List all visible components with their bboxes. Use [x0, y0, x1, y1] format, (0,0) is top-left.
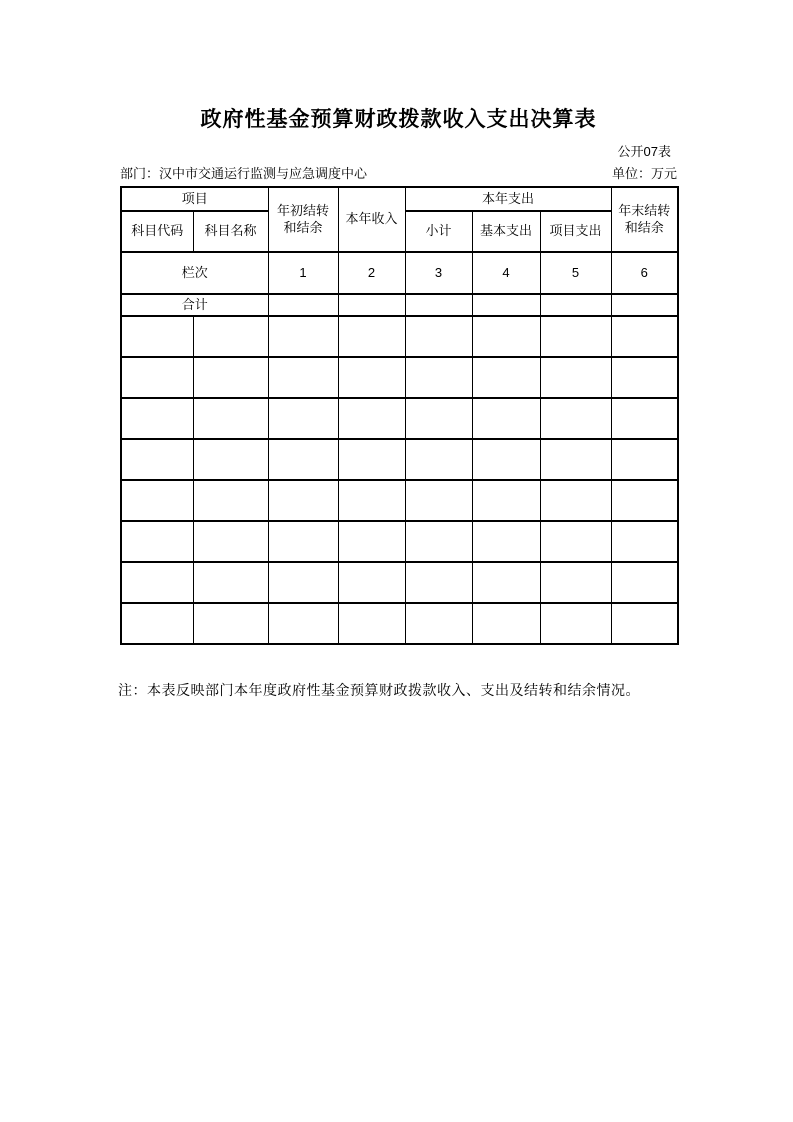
- empty-cell: [405, 316, 472, 357]
- empty-cell: [338, 398, 405, 439]
- empty-cell: [338, 603, 405, 644]
- total-value-cell: [472, 294, 540, 316]
- table-row: [121, 562, 678, 603]
- page-title: 政府性基金预算财政拨款收入支出决算表: [200, 108, 597, 131]
- header-beginning-balance: 年初结转和结余: [268, 187, 338, 252]
- empty-cell: [472, 480, 540, 521]
- column-index-value: 4: [472, 252, 540, 294]
- empty-cell: [121, 521, 193, 562]
- total-row: [121, 294, 678, 316]
- column-index-value: 3: [405, 252, 472, 294]
- empty-cell: [405, 357, 472, 398]
- empty-cell: [268, 521, 338, 562]
- empty-cell: [121, 398, 193, 439]
- empty-cell: [268, 603, 338, 644]
- column-index-label: 栏次: [121, 252, 268, 294]
- total-label: 合计: [121, 294, 268, 316]
- total-value-cell: [338, 294, 405, 316]
- empty-cell: [338, 439, 405, 480]
- empty-cell: [193, 480, 268, 521]
- table-row: [121, 603, 678, 644]
- empty-cell: [472, 562, 540, 603]
- column-index-value: 2: [338, 252, 405, 294]
- empty-cell: [193, 439, 268, 480]
- empty-cell: [611, 357, 678, 398]
- column-index-value: 1: [268, 252, 338, 294]
- empty-cell: [338, 562, 405, 603]
- empty-cell: [193, 316, 268, 357]
- header-subject-code: 科目代码: [121, 211, 193, 252]
- empty-cell: [268, 562, 338, 603]
- empty-cell: [405, 521, 472, 562]
- header-item: 项目: [121, 187, 268, 211]
- empty-cell: [472, 398, 540, 439]
- header-current-year-expenditure: 本年支出: [405, 187, 611, 211]
- column-index-value: 5: [540, 252, 611, 294]
- budget-table-body: [121, 294, 678, 644]
- empty-cell: [472, 316, 540, 357]
- empty-cell: [540, 603, 611, 644]
- empty-cell: [540, 398, 611, 439]
- empty-cell: [611, 398, 678, 439]
- empty-cell: [193, 521, 268, 562]
- header-subject-name: 科目名称: [193, 211, 268, 252]
- header-subtotal: 小计: [405, 211, 472, 252]
- empty-cell: [268, 357, 338, 398]
- empty-cell: [611, 316, 678, 357]
- total-value-cell: [268, 294, 338, 316]
- empty-cell: [121, 439, 193, 480]
- empty-cell: [193, 357, 268, 398]
- empty-cell: [611, 439, 678, 480]
- empty-cell: [472, 603, 540, 644]
- header-basic-expenditure: 基本支出: [472, 211, 540, 252]
- unit-label: 单位：万元: [611, 166, 677, 181]
- empty-cell: [121, 603, 193, 644]
- empty-cell: [121, 562, 193, 603]
- empty-cell: [405, 562, 472, 603]
- empty-cell: [338, 357, 405, 398]
- table-row: [121, 480, 678, 521]
- empty-cell: [405, 398, 472, 439]
- empty-cell: [268, 398, 338, 439]
- table-row: [121, 398, 678, 439]
- empty-cell: [193, 562, 268, 603]
- empty-cell: [405, 439, 472, 480]
- empty-cell: [338, 521, 405, 562]
- empty-cell: [611, 521, 678, 562]
- empty-cell: [540, 480, 611, 521]
- empty-cell: [405, 603, 472, 644]
- empty-cell: [121, 357, 193, 398]
- empty-cell: [540, 357, 611, 398]
- note-text: 注：本表反映部门本年度政府性基金预算财政拨款收入、支出及结转和结余情况。: [118, 682, 640, 698]
- form-code-label: 公开07表: [617, 144, 671, 159]
- header-project-expenditure: 项目支出: [540, 211, 611, 252]
- budget-table: [120, 186, 679, 645]
- table-row: [121, 521, 678, 562]
- empty-cell: [540, 562, 611, 603]
- header-row-1: [121, 187, 678, 211]
- table-row: [121, 439, 678, 480]
- empty-cell: [193, 398, 268, 439]
- header-current-year-income: 本年收入: [338, 187, 405, 252]
- empty-cell: [268, 316, 338, 357]
- total-value-cell: [611, 294, 678, 316]
- empty-cell: [121, 480, 193, 521]
- empty-cell: [472, 439, 540, 480]
- empty-cell: [405, 480, 472, 521]
- empty-cell: [540, 316, 611, 357]
- header-yearend-balance: 年末结转和结余: [611, 187, 678, 252]
- empty-cell: [540, 521, 611, 562]
- empty-cell: [611, 480, 678, 521]
- empty-cell: [611, 562, 678, 603]
- empty-cell: [268, 480, 338, 521]
- empty-cell: [193, 603, 268, 644]
- empty-cell: [121, 316, 193, 357]
- department-label: 部门：汉中市交通运行监测与应急调度中心: [120, 166, 368, 181]
- table-row: [121, 357, 678, 398]
- empty-cell: [540, 439, 611, 480]
- empty-cell: [338, 480, 405, 521]
- empty-cell: [472, 357, 540, 398]
- empty-cell: [268, 439, 338, 480]
- table-row: [121, 316, 678, 357]
- empty-cell: [338, 316, 405, 357]
- empty-cell: [472, 521, 540, 562]
- column-index-value: 6: [611, 252, 678, 294]
- total-value-cell: [540, 294, 611, 316]
- empty-cell: [611, 603, 678, 644]
- meta-row: [120, 163, 677, 182]
- total-value-cell: [405, 294, 472, 316]
- column-index-row: [121, 252, 678, 294]
